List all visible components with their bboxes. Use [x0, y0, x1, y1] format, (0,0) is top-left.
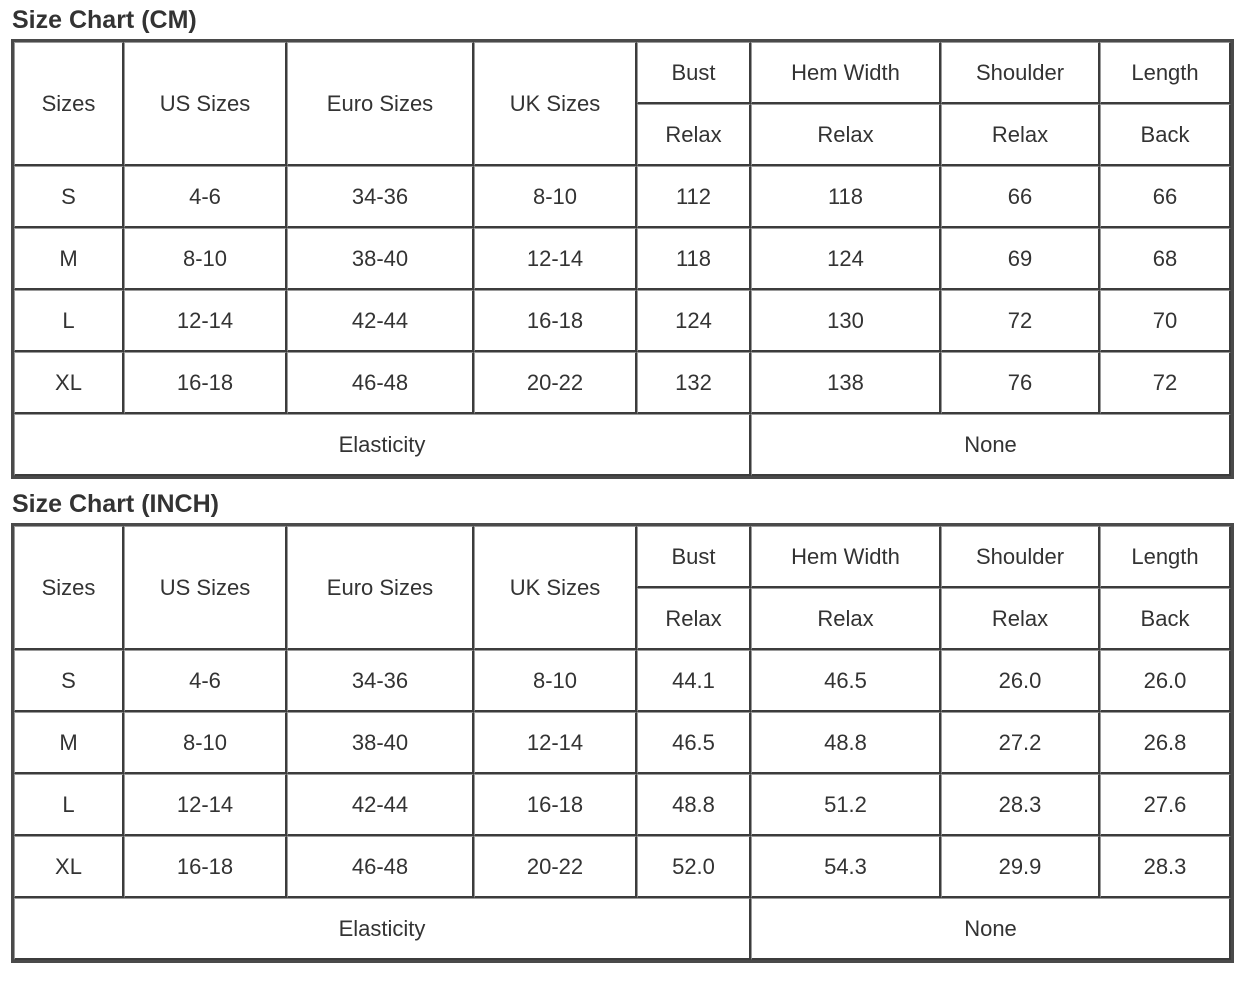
cell-bust: 48.8	[637, 774, 751, 836]
subheader-length: Back	[1100, 104, 1231, 166]
cell-hem-width: 130	[751, 290, 941, 352]
cell-shoulder: 69	[941, 228, 1100, 290]
cell-shoulder: 26.0	[941, 650, 1100, 712]
cell-hem-width: 51.2	[751, 774, 941, 836]
header-euro-sizes: Euro Sizes	[287, 526, 474, 650]
cell-bust: 44.1	[637, 650, 751, 712]
header-sizes: Sizes	[14, 42, 124, 166]
cell-length: 66	[1100, 166, 1231, 228]
cell-shoulder: 76	[941, 352, 1100, 414]
cell-size: S	[14, 650, 124, 712]
cell-us-size: 16-18	[124, 352, 287, 414]
table-row	[14, 290, 1231, 352]
cell-uk-size: 8-10	[474, 166, 637, 228]
cell-uk-size: 20-22	[474, 836, 637, 898]
cell-length: 26.8	[1100, 712, 1231, 774]
size-chart-inch-table	[11, 523, 1234, 963]
cell-euro-size: 38-40	[287, 712, 474, 774]
cell-length: 26.0	[1100, 650, 1231, 712]
header-shoulder: Shoulder	[941, 42, 1100, 104]
header-bust: Bust	[637, 526, 751, 588]
table-row	[14, 712, 1231, 774]
size-chart-inch-title: Size Chart (INCH)	[12, 490, 219, 518]
cell-us-size: 12-14	[124, 290, 287, 352]
header-shoulder: Shoulder	[941, 526, 1100, 588]
cell-hem-width: 46.5	[751, 650, 941, 712]
cell-size: L	[14, 290, 124, 352]
cell-shoulder: 27.2	[941, 712, 1100, 774]
header-uk-sizes: UK Sizes	[474, 526, 637, 650]
subheader-hem-width: Relax	[751, 588, 941, 650]
header-length: Length	[1100, 42, 1231, 104]
cell-shoulder: 66	[941, 166, 1100, 228]
size-chart-cm-table	[11, 39, 1234, 479]
cell-hem-width: 48.8	[751, 712, 941, 774]
cell-length: 28.3	[1100, 836, 1231, 898]
cell-shoulder: 28.3	[941, 774, 1100, 836]
elasticity-row	[14, 898, 1231, 960]
header-us-sizes: US Sizes	[124, 42, 287, 166]
cell-euro-size: 42-44	[287, 774, 474, 836]
cell-bust: 132	[637, 352, 751, 414]
header-bust: Bust	[637, 42, 751, 104]
cell-size: XL	[14, 352, 124, 414]
elasticity-value: None	[751, 414, 1231, 476]
cell-us-size: 4-6	[124, 650, 287, 712]
header-row	[14, 526, 1231, 588]
cell-hem-width: 138	[751, 352, 941, 414]
table-row	[14, 774, 1231, 836]
cell-hem-width: 124	[751, 228, 941, 290]
cell-bust: 118	[637, 228, 751, 290]
cell-euro-size: 38-40	[287, 228, 474, 290]
header-length: Length	[1100, 526, 1231, 588]
cell-size: L	[14, 774, 124, 836]
cell-uk-size: 16-18	[474, 290, 637, 352]
cell-euro-size: 42-44	[287, 290, 474, 352]
cell-bust: 46.5	[637, 712, 751, 774]
cell-uk-size: 12-14	[474, 712, 637, 774]
cell-us-size: 8-10	[124, 712, 287, 774]
cell-euro-size: 34-36	[287, 650, 474, 712]
header-euro-sizes: Euro Sizes	[287, 42, 474, 166]
cell-hem-width: 54.3	[751, 836, 941, 898]
subheader-hem-width: Relax	[751, 104, 941, 166]
header-row	[14, 42, 1231, 104]
cell-shoulder: 72	[941, 290, 1100, 352]
subheader-bust: Relax	[637, 104, 751, 166]
header-hem-width: Hem Width	[751, 42, 941, 104]
cell-us-size: 16-18	[124, 836, 287, 898]
cell-uk-size: 8-10	[474, 650, 637, 712]
cell-length: 27.6	[1100, 774, 1231, 836]
header-sizes: Sizes	[14, 526, 124, 650]
cell-us-size: 12-14	[124, 774, 287, 836]
elasticity-label: Elasticity	[14, 414, 751, 476]
cell-euro-size: 46-48	[287, 836, 474, 898]
table-row	[14, 166, 1231, 228]
cell-uk-size: 16-18	[474, 774, 637, 836]
subheader-shoulder: Relax	[941, 588, 1100, 650]
elasticity-label: Elasticity	[14, 898, 751, 960]
cell-size: S	[14, 166, 124, 228]
cell-uk-size: 20-22	[474, 352, 637, 414]
table-row	[14, 650, 1231, 712]
subheader-shoulder: Relax	[941, 104, 1100, 166]
header-hem-width: Hem Width	[751, 526, 941, 588]
cell-euro-size: 46-48	[287, 352, 474, 414]
table-row	[14, 352, 1231, 414]
cell-shoulder: 29.9	[941, 836, 1100, 898]
cell-bust: 112	[637, 166, 751, 228]
cell-size: XL	[14, 836, 124, 898]
elasticity-row	[14, 414, 1231, 476]
subheader-length: Back	[1100, 588, 1231, 650]
table-row	[14, 228, 1231, 290]
cell-size: M	[14, 712, 124, 774]
cell-uk-size: 12-14	[474, 228, 637, 290]
cell-bust: 52.0	[637, 836, 751, 898]
cell-length: 72	[1100, 352, 1231, 414]
cell-length: 68	[1100, 228, 1231, 290]
cell-length: 70	[1100, 290, 1231, 352]
cell-hem-width: 118	[751, 166, 941, 228]
subheader-bust: Relax	[637, 588, 751, 650]
cell-us-size: 4-6	[124, 166, 287, 228]
cell-bust: 124	[637, 290, 751, 352]
size-chart-cm-title: Size Chart (CM)	[12, 6, 197, 34]
table-row	[14, 836, 1231, 898]
cell-size: M	[14, 228, 124, 290]
header-uk-sizes: UK Sizes	[474, 42, 637, 166]
cell-euro-size: 34-36	[287, 166, 474, 228]
elasticity-value: None	[751, 898, 1231, 960]
cell-us-size: 8-10	[124, 228, 287, 290]
header-us-sizes: US Sizes	[124, 526, 287, 650]
